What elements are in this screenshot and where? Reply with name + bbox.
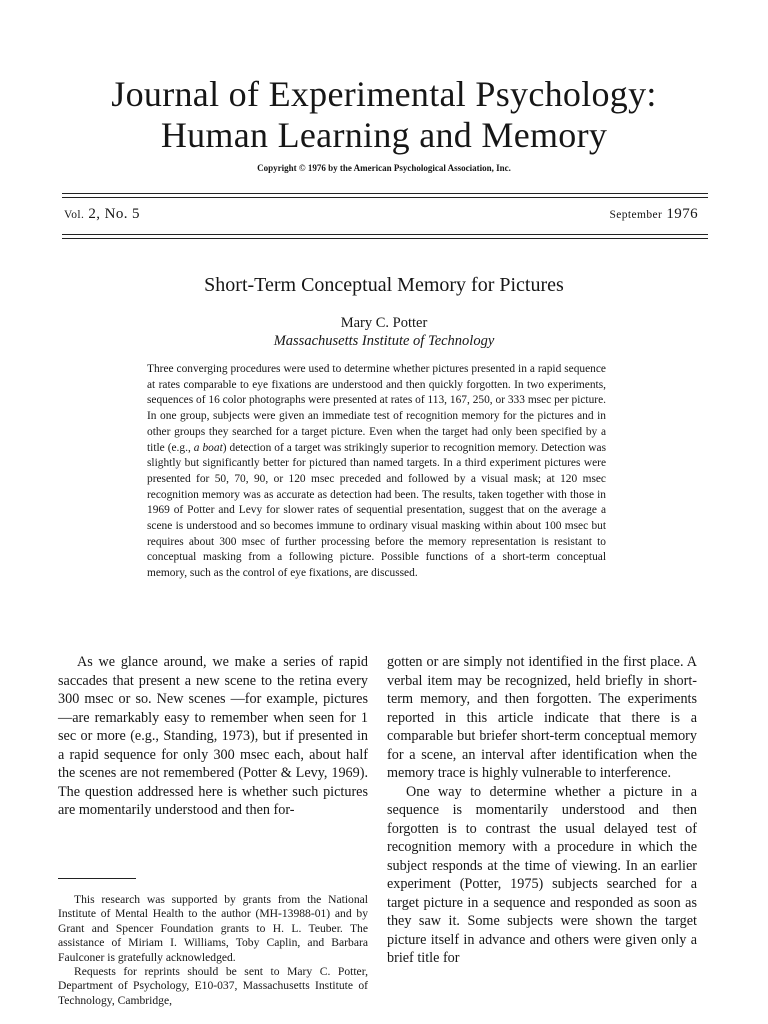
footnote	[58, 893, 368, 1008]
body-paragraph-left: As we glance around, we make a series of rapid saccades that present a new scene to the retina every 300 msec or so. New scenes —for example, pictures—are remarkably easy to remember when seen for 1 sec or more (e.g., Standing, 1973), but if presented in a rapid sequence for only 300 msec each, about half the scenes are not remembered (Potter & Levy, 1969). The question addressed here is whether such pictures are momentarily understood and then for-	[58, 654, 368, 818]
abstract-text-2: ) detection of a target was strikingly superior to recognition memory. Detection was slightly but significantly better for pictured than named targets. In a third experiment pictures were presented for 50, 70, 90, or 120 msec preceded and followed by a visual mask; at 120 msec recognition memory was as accurate as detection had been. The results, taken together with those in 1969 of Potter and Levy for slower rates of sequential presentation, suggest that on the average a scene is understood and so becomes immune to ordinary visual masking within about 100 msec but requires about 300 msec of further processing before the memory representation is resistant to conceptual masking from a following picture. Possible functions of a short-term conceptual memory, such as the control of eye fixations, are discussed.	[147, 441, 607, 580]
issue-year: 1976	[662, 206, 698, 222]
journal-title	[0, 74, 768, 156]
footnote-paragraph-2: Requests for reprints should be sent to Mary C. Potter, Department of Psychology, E10-037, Massachusetts Institute of Technology, Cambridge,	[58, 965, 368, 1007]
author-block	[0, 314, 768, 350]
header-rule-top-1	[62, 193, 708, 194]
volume-label: Vol.	[64, 209, 85, 221]
volume-rest: 2, No. 5	[84, 206, 140, 222]
abstract-text-1: Three converging procedures were used to determine whether pictures presented in a rapid sequence at rates comparable to eye fixations are understood and then quickly forgotten. In two experiments, sequences of 16 color photographs were presented at rates of 113, 167, 250, or 333 msec per picture. In one group, subjects were given an immediate test of recognition memory for the pictures and in other groups they searched for a target picture. Even when the target had only been specified by a title (e.g.,	[147, 363, 606, 454]
article-title: Short-Term Conceptual Memory for Pictures	[204, 274, 564, 296]
author-affiliation: Massachusetts Institute of Technology	[273, 333, 495, 349]
journal-title-line1: Journal of Experimental Psychology:	[111, 74, 657, 114]
issue-month: September	[609, 209, 663, 221]
header-rule-top-2	[62, 197, 708, 198]
author-name: Mary C. Potter	[340, 315, 428, 331]
footnote-paragraph-1: This research was supported by grants from the National Institute of Mental Health to the author (MH-13988-01) and by Grant and Spencer Foundation grants to H. L. Teuber. The assistance of Miriam I. Williams, Toby Caplin, and Barbara Faulconer is gratefully acknowledged.	[58, 893, 368, 964]
volume-number	[64, 206, 140, 223]
footnote-rule	[58, 878, 136, 879]
body-column-left	[58, 653, 368, 820]
body-paragraph-right-1: gotten or are simply not identified in the first place. A verbal item may be recognized, held briefly in short-term memory, and then forgotten. The experiments reported in this article indicate that there is a comparable but briefer short-term conceptual memory for a scene, an interval after identification when the memory trace is highly vulnerable to interference.	[387, 654, 697, 781]
body-column-right	[387, 653, 697, 968]
header-rule-bottom-1	[62, 234, 708, 235]
copyright-notice: Copyright © 1976 by the American Psychological Association, Inc.	[257, 163, 511, 173]
body-paragraph-right-2: One way to determine whether a picture in a sequence is momentarily understood and then forgotten is to contrast the usual delayed test of recognition memory with a procedure in which the subject responds at the time of viewing. In an earlier experiment (Potter, 1975) subjects searched for a target picture in a sequence and responded as soon as they saw it. Some subjects were shown the target picture itself in advance and others were given only a brief title for	[387, 783, 697, 966]
abstract-italic: a boat	[193, 441, 223, 454]
issue-date	[609, 206, 698, 223]
abstract	[147, 362, 606, 582]
journal-title-line2: Human Learning and Memory	[160, 115, 608, 155]
header-rule-bottom-2	[62, 238, 708, 239]
